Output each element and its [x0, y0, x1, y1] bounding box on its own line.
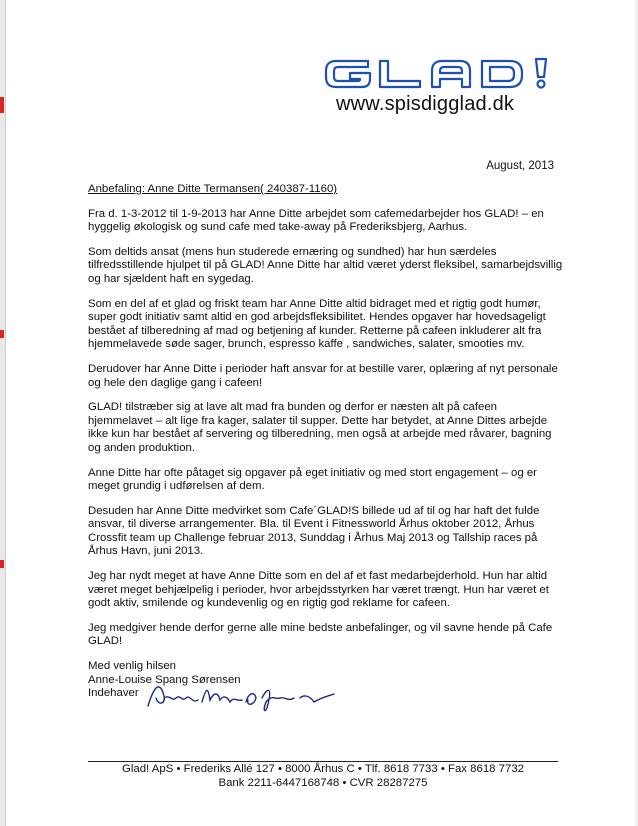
footer-bank-line: Bank 2211-6447168748 • CVR 28287275	[218, 777, 428, 789]
paragraph: Fra d. 1-3-2012 til 1-9-2013 har Anne Ditte arbejdet som cafemedarbejder hos GLAD! – en hyggelig økologisk og sund cafe med take-away på Frederiksbjerg, Aarhus.	[88, 207, 544, 234]
paragraph: Som deltids ansat (mens hun studerede ernæring og sundhed) har hun særdeles tilfredsstillende hjulpet til på GLAD! Anne Ditte har altid været yderst fleksibel, samarbejdsvillig og har sjældent haft en sygedag.	[88, 245, 563, 285]
paragraph: Anne Ditte har ofte påtaget sig opgaver på eget initiativ og med stort engagement – og er meget grundig i udførelsen af dem.	[88, 466, 537, 493]
glad-logo	[322, 55, 572, 93]
scan-edge-left	[0, 0, 6, 826]
scan-red-mark	[0, 330, 4, 338]
scan-red-mark	[0, 97, 4, 113]
signer-title-row	[88, 687, 564, 701]
paragraph: GLAD! tilstræber sig at lave alt mad fra bunden og derfor er næsten alt på cafeen hjemmelavet – alt lige fra kager, salater til supper. Dette har betydet, at Anne Dittes arbejde ikke kun har bestået af servering og tilberedning, men også at arbejde med råvarer, bagning og anden produktion.	[88, 401, 552, 454]
signer-title: Indehaver	[88, 687, 139, 700]
paragraph: Jeg har nydt meget at have Anne Ditte som en del af et fast medarbejderhold. Hun har altid været meget behjælpelig i perioder, hvor arbejdsstyrken har været trængt. Hun har været et godt aktiv, smilende og kundevenlig og en rigtig god reklame for cafeen.	[88, 570, 549, 610]
letter-body	[88, 183, 564, 701]
paragraph: Jeg medgiver hende derfor gerne alle mine bedste anbefalinger, og vil savne hende på Cafe GLAD!	[88, 621, 553, 648]
footer-company-line: Glad! ApS • Frederiks Allé 127 • 8000 Århus C • Tlf. 8618 7733 • Fax 8618 7732	[122, 763, 524, 775]
signer-name: Anne-Louise Spang Sørensen	[88, 673, 241, 686]
paragraph: Som en del af et glad og friskt team har Anne Ditte altid bidraget med et rigtig godt humør, super godt initiativ samt altid en god arbejdsfleksibilitet. Hendes opgaver har hovedsageligt bestået af tilberedning af mad og betjening af kunder. Retterne på cafeen inkluderer alt fra hjemmelavede søde sager, brunch, espresso kaffe , sandwiches, salater, smooties mv.	[88, 297, 546, 351]
scan-red-mark	[0, 560, 4, 568]
signature-block	[88, 660, 564, 701]
letter-subject: Anbefaling: Anne Ditte Termansen( 240387-1160)	[88, 183, 338, 195]
letter-footer	[88, 762, 558, 790]
paragraph: Desuden har Anne Ditte medvirket som Cafe´GLAD!S billede ud af til og har haft det fulde ansvar, til diverse arrangementer. Bla. til Event i Fitnessworld Århus oktober 2012, Århus Crossfit team up Challenge februar 2013, Sunddag i Århus Maj 2013 og Tallship races på Århus Havn, juni 2013.	[88, 504, 540, 558]
website-url: www.spisdigglad.dk	[336, 93, 515, 115]
letter-date: August, 2013	[486, 160, 554, 172]
closing: Med venlig hilsen	[88, 660, 177, 673]
handwritten-signature	[144, 676, 344, 716]
paragraph: Derudover har Anne Ditte i perioder haft ansvar for at bestille varer, oplæring af nyt personale og hele den daglige gang i cafeen!	[88, 362, 558, 389]
